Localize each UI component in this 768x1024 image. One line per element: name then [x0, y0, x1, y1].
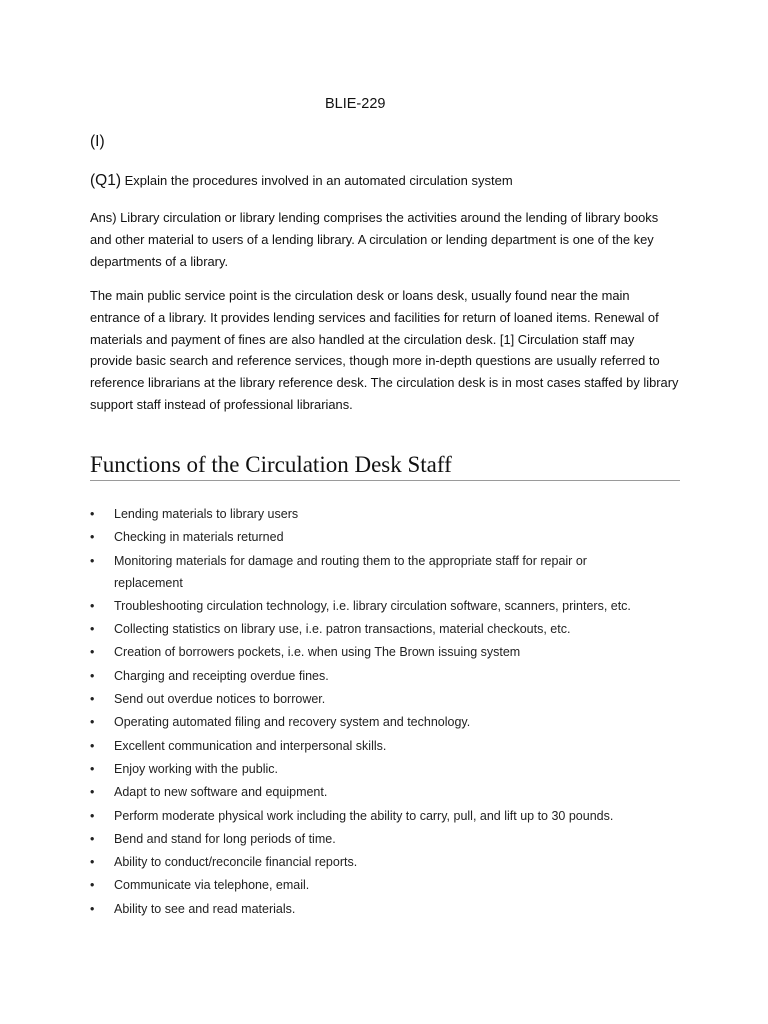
list-item: [90, 805, 650, 827]
bullet-icon: •: [90, 668, 95, 683]
list-item-text: Collecting statistics on library use, i.e. patron transactions, material checkouts, etc.: [114, 622, 571, 637]
list-item: [90, 550, 650, 594]
section-heading: Functions of the Circulation Desk Staff: [90, 452, 452, 477]
heading-divider: [90, 480, 680, 481]
list-item-text: Excellent communication and interpersonal skills.: [114, 738, 387, 753]
bullet-icon: •: [90, 530, 95, 545]
bullet-icon: •: [90, 622, 95, 637]
bullet-icon: •: [90, 598, 95, 613]
list-item: [90, 641, 650, 663]
functions-list: [90, 503, 650, 921]
list-item-text: Ability to see and read materials.: [114, 901, 296, 916]
bullet-icon: •: [90, 901, 95, 916]
list-item-text: Monitoring materials for damage and routing them to the appropriate staff for repair or replacement: [114, 553, 587, 590]
list-item-text: Bend and stand for long periods of time.: [114, 831, 336, 846]
list-item-text: Operating automated filing and recovery system and technology.: [114, 715, 471, 730]
list-item: [90, 526, 650, 548]
bullet-icon: •: [90, 645, 95, 660]
list-item: [90, 781, 650, 803]
list-item-text: Send out overdue notices to borrower.: [114, 692, 326, 707]
list-item: [90, 688, 650, 710]
list-item-text: Creation of borrowers pockets, i.e. when using The Brown issuing system: [114, 645, 521, 660]
list-item: [90, 618, 650, 640]
part-label: (I): [90, 133, 105, 150]
list-item: [90, 874, 650, 896]
list-item: [90, 758, 650, 780]
list-item: [90, 898, 650, 920]
answer-paragraph: The main public service point is the circulation desk or loans desk, usually found near the main entrance of a library. It provides lending services and facilities for return of loaned items. Renewal of materials and payment of fines are also handled at the circulation desk. [1] Circulation staff may provide basic search and reference services, though more in-depth questions are usually referred to reference librarians at the library reference desk. The circulation desk is in most cases staffed by library support staff instead of professional librarians.: [90, 288, 679, 412]
bullet-icon: •: [90, 785, 95, 800]
list-item-text: Enjoy working with the public.: [114, 761, 278, 776]
question-line: [90, 170, 690, 192]
list-item: [90, 735, 650, 757]
list-item-text: Troubleshooting circulation technology, i.e. library circulation software, scanners, printers, etc.: [114, 598, 631, 613]
answer-paragraph: Ans) Library circulation or library lending comprises the activities around the lending of library books and other material to users of a lending library. A circulation or lending department is one of the key departments of a library.: [90, 210, 659, 269]
bullet-icon: •: [90, 831, 95, 846]
bullet-icon: •: [90, 738, 95, 753]
list-item-text: Charging and receipting overdue fines.: [114, 668, 329, 683]
list-item-text: Perform moderate physical work including the ability to carry, pull, and lift up to 30 pounds.: [114, 808, 614, 823]
bullet-icon: •: [90, 808, 95, 823]
list-item: [90, 851, 650, 873]
list-item: [90, 711, 650, 733]
bullet-icon: •: [90, 692, 95, 707]
list-item-text: Adapt to new software and equipment.: [114, 785, 328, 800]
list-item: [90, 828, 650, 850]
bullet-icon: •: [90, 878, 95, 893]
question-number: (Q1): [90, 172, 121, 189]
bullet-icon: •: [90, 855, 95, 870]
bullet-icon: •: [90, 507, 95, 521]
course-code: BLIE-229: [325, 96, 386, 112]
list-item: [90, 595, 650, 617]
list-item: [90, 665, 650, 687]
bullet-icon: •: [90, 553, 95, 568]
list-item-text: Lending materials to library users: [114, 507, 299, 521]
bullet-icon: •: [90, 761, 95, 776]
bullet-icon: •: [90, 715, 95, 730]
list-item-text: Ability to conduct/reconcile financial reports.: [114, 855, 358, 870]
list-item-text: Checking in materials returned: [114, 530, 284, 545]
list-item-text: Communicate via telephone, email.: [114, 878, 310, 893]
list-item: [90, 503, 650, 525]
question-text: Explain the procedures involved in an automated circulation system: [121, 173, 513, 188]
